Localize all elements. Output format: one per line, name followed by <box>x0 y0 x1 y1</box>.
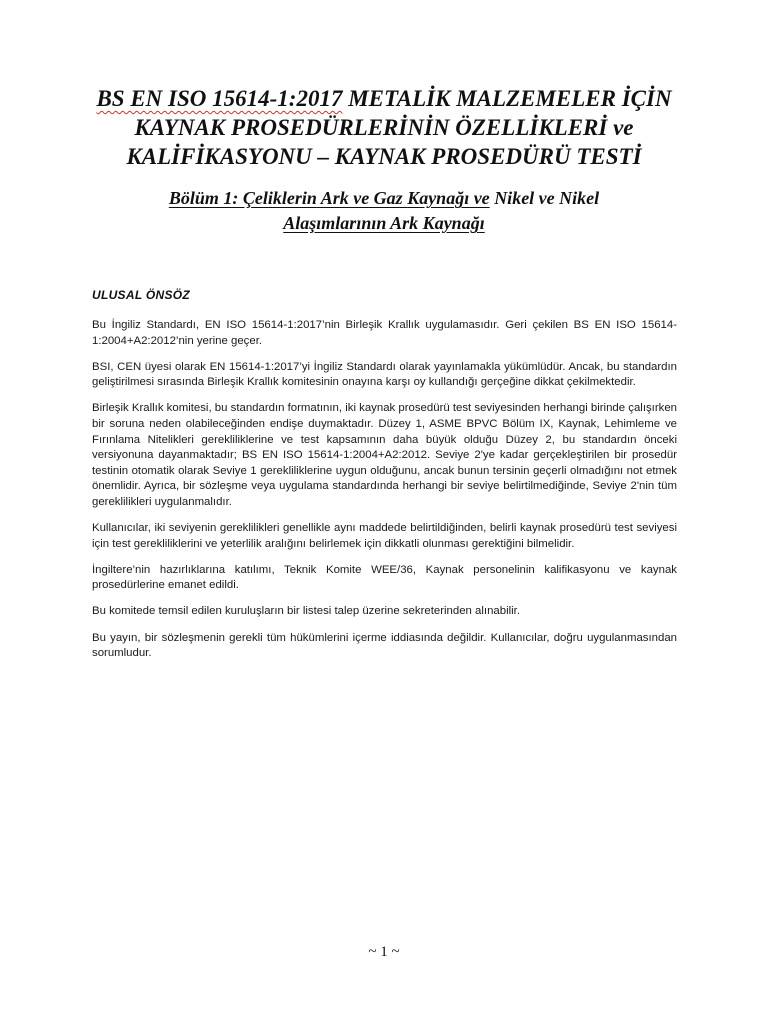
document-title <box>60 84 708 171</box>
page-number: ~ 1 ~ <box>368 944 400 960</box>
subtitle-part-2: Ark ve Gaz <box>316 188 408 208</box>
subtitle-part-3: Kaynağı ve <box>407 188 490 208</box>
subtitle-part-4: Nikel ve Nikel <box>489 188 600 208</box>
body-paragraph: Kullanıcılar, iki seviyenin gereklilikleri genellikle aynı maddede belirtildiğinden, belirli kaynak prosedürü test seviyesi için test gerekliliklerini ve yeterlilik aralığını belirlemek için dikkatli olunması gerektiğini bilmelidir. <box>92 522 677 550</box>
body-paragraph: Bu İngiliz Standardı, EN ISO 15614-1:2017’nin Birleşik Krallık uygulamasıdır. Geri çekilen BS EN ISO 15614-1:2004+A2:2012’nin yerine geçer. <box>92 319 677 347</box>
body-paragraph: Bu yayın, bir sözleşmenin gerekli tüm hükümlerini içerme iddiasında değildir. Kullanıcılar, doğru uygulanmasından sorumludur. <box>92 631 677 660</box>
document-subtitle <box>80 186 688 236</box>
body-paragraph: Bu komitede temsil edilen kuruluşların bir listesi talep üzerine sekreterinden alınabilir. <box>92 605 520 618</box>
body-paragraph: Birleşik Krallık komitesi, bu standardın formatının, iki kaynak prosedürü test seviyesinden herhangi birinde çalışırken bir soruna neden olabileceğinden endişe duymaktadır. Düzey 1, ASME BPVC Bölüm IX, Kaynak, Lehimleme ve Fırınlama Nitelikleri gerekliliklerine ve test kapsamının daha büyük olduğu Düzey 2, bu standardın önceki versiyonuna dayanmaktadır; BS EN ISO 15614-1:2004+A2:2012. Seviye 2'ye kadar gerçekleştirilen bir prosedür testinin otomatik olarak Seviye 1 gerekliliklerine uygun olduğunu, ancak bunun tersinin geçerli olmadığını not etmek önemlidir. Ayrıca, bir sözleşme veya uygulama standardında herhangi bir seviye belirtilmediğinde, Seviye 2'nin tüm gereklilikleri uygulanmalıdır. <box>92 402 677 508</box>
body-paragraph: İngiltere’nin hazırlıklarına katılımı, Teknik Komite WEE/36, Kaynak personelinin kalifikasyonu ve kaynak prosedürlerine emanet edildi. <box>92 563 677 592</box>
standard-reference: BS EN ISO 15614-1:2017 <box>96 86 343 111</box>
subtitle-part-5: Alaşımlarının Ark Kaynağı <box>283 213 485 233</box>
title-line-3: KALİFİKASYONU – KAYNAK PROSEDÜRÜ TESTİ <box>126 144 642 169</box>
body-paragraph: BSI, CEN üyesi olarak EN 15614-1:2017’yi İngiliz Standardı olarak yayınlamakla yükümlüdür. Ancak, bu standardın geliştirilmesi sırasında Birleşik Krallık komitesinin onayına karşı oy kullandığı gerçeğine dikkat çekilmektedir. <box>92 360 677 389</box>
document-body <box>92 318 677 672</box>
title-line-1-rest: METALİK MALZEMELER İÇİN <box>342 86 672 111</box>
subtitle-part-1: Bölüm 1: Çeliklerin <box>168 188 317 208</box>
title-line-2: KAYNAK PROSEDÜRLERİNİN ÖZELLİKLERİ ve <box>134 115 634 140</box>
section-heading: ULUSAL ÖNSÖZ <box>92 288 191 302</box>
